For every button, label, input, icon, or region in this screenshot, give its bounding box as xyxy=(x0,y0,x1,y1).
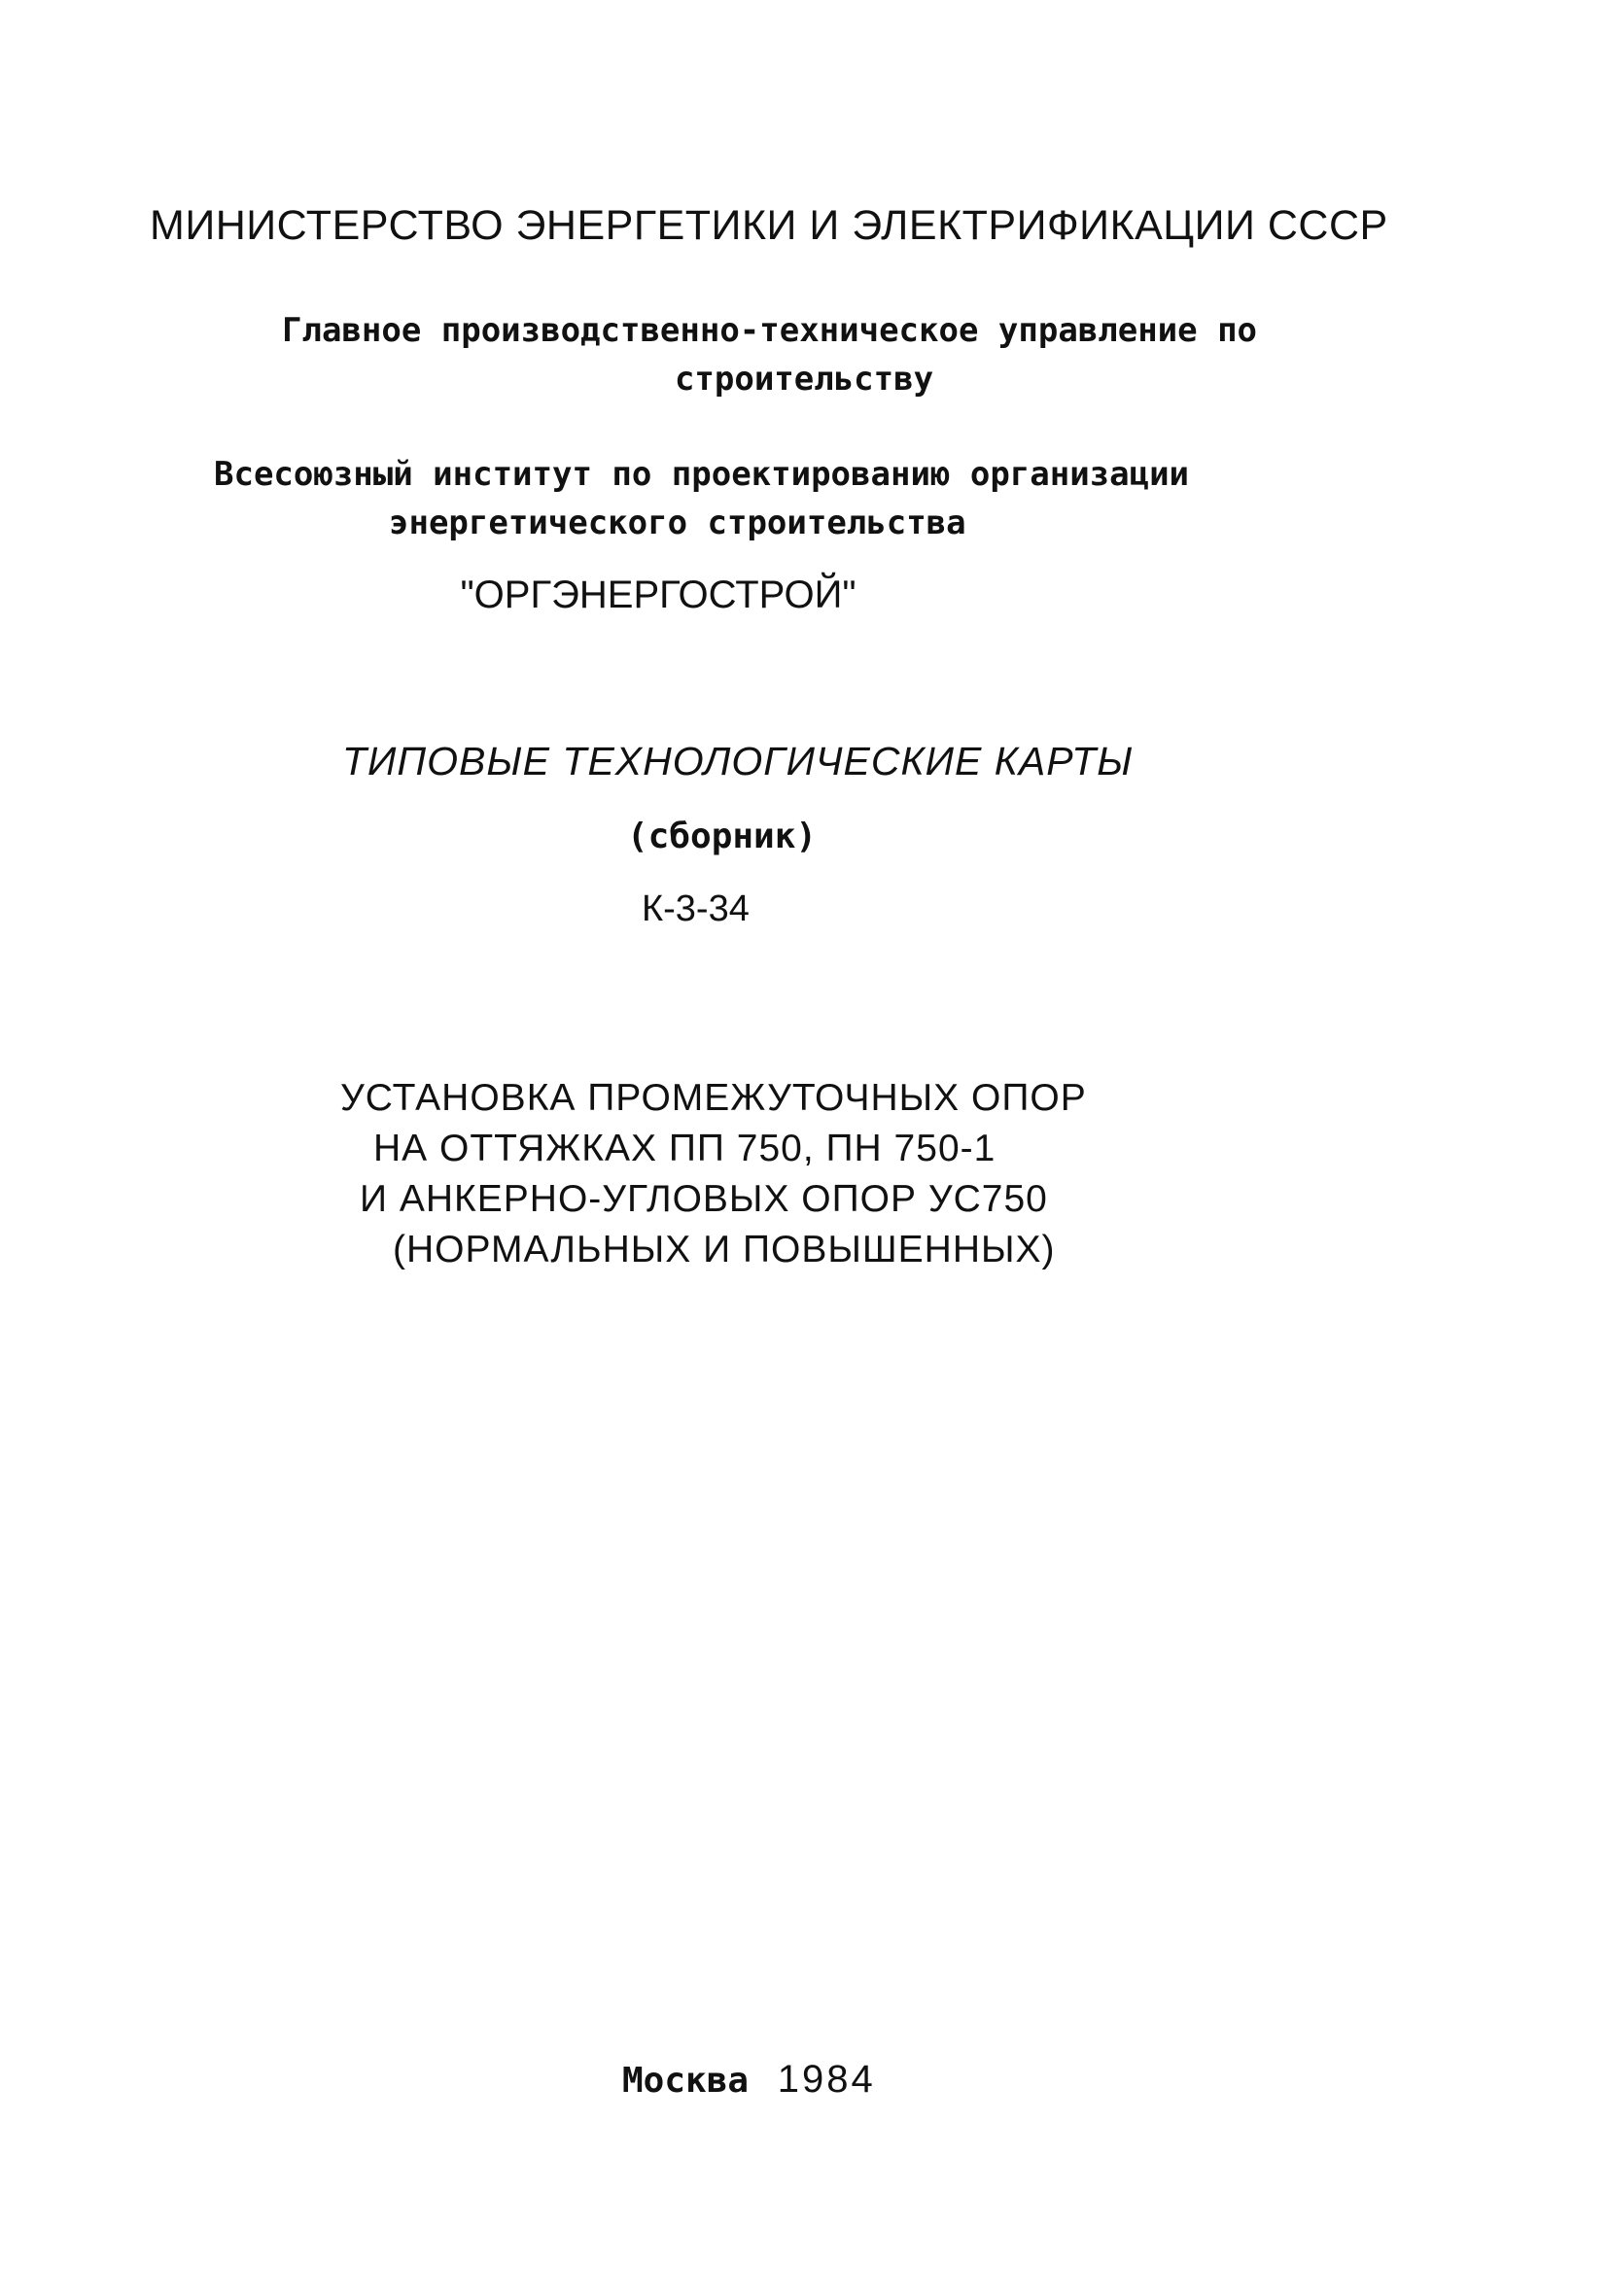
publication-city: Москва xyxy=(622,2061,750,2101)
publication-year: 1984 xyxy=(777,2058,876,2101)
publication-place-year xyxy=(622,2058,876,2102)
department-line-2: строительству xyxy=(674,360,934,399)
title-line-3: И АНКЕРНО-УГЛОВЫХ ОПОР УС750 xyxy=(360,1178,1048,1220)
document-subtitle: (сборник) xyxy=(627,817,818,856)
institute-line-1: Всесоюзный институт по проектированию организации xyxy=(214,455,1190,494)
institute-line-2: энергетического строительства xyxy=(389,504,966,542)
title-line-1: УСТАНОВКА ПРОМЕЖУТОЧНЫХ ОПОР xyxy=(340,1077,1087,1119)
document-series: ТИПОВЫЕ ТЕХНОЛОГИЧЕСКИЕ КАРТЫ xyxy=(342,739,1134,783)
department-line-1: Главное производственно-техническое управление по xyxy=(282,311,1258,350)
title-line-2: НА ОТТЯЖКАХ ПП 750, ПН 750-1 xyxy=(373,1128,996,1169)
organization-brand: "ОРГЭНЕРГОСТРОЙ" xyxy=(460,574,856,616)
ministry-name: МИНИСТЕРСТВО ЭНЕРГЕТИКИ И ЭЛЕКТРИФИКАЦИИ СССР xyxy=(150,202,1388,249)
title-line-4: (НОРМАЛЬНЫХ И ПОВЫШЕННЫХ) xyxy=(393,1229,1056,1270)
document-code: К-3-34 xyxy=(642,888,750,929)
